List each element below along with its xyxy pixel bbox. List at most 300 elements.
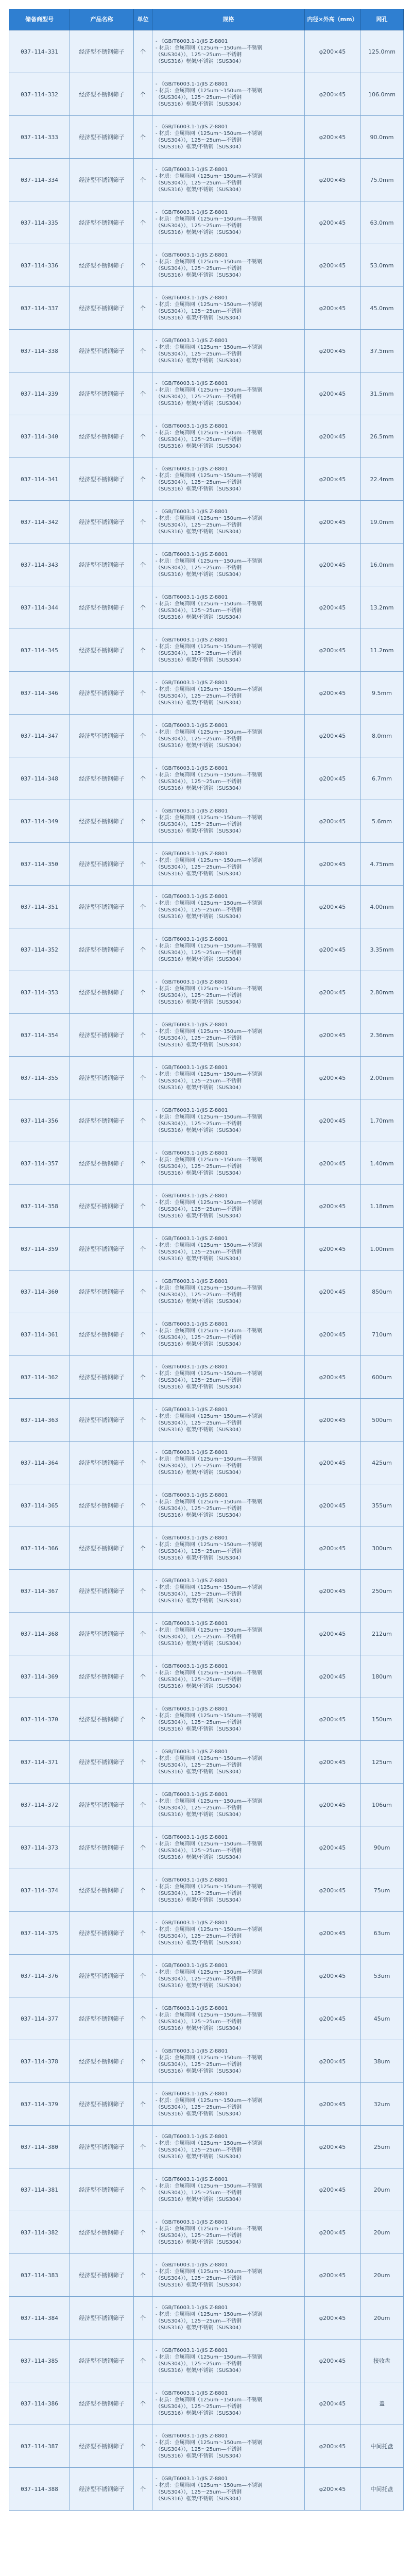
spec-line: - 《GB/T6003.1-1/JIS Z-8801 [156,1022,228,1028]
spec-line: - 材质：金属筛网（125um～150um—不锈钢 [156,345,263,350]
cell-spec [152,928,305,971]
cell-product-name: 经济型不锈钢筛子 [70,1484,134,1527]
cell-size: φ200×45 [305,1014,360,1057]
spec-line: - 材质：金属筛网（125um～150um—不锈钢 [156,1713,263,1719]
spec-line: （SUS316）框架/不锈钢（SUS304） [156,786,244,791]
table-row [9,1527,404,1570]
spec-line: （SUS316）框架/不锈钢（SUS304） [156,1812,244,1818]
spec-line: - 《GB/T6003.1-1/JIS Z-8801 [156,2391,228,2396]
cell-size: φ200×45 [305,2254,360,2297]
spec-line: （SUS304）），125～25um—不锈钢 [156,2233,242,2239]
spec-line: （SUS304）），125～25um—不锈钢 [156,2404,242,2410]
spec-line: - 《GB/T6003.1-1/JIS Z-8801 [156,1578,228,1584]
cell-model: 037-114-337 [9,287,70,330]
cell-mesh: 600um [360,1356,404,1399]
cell-model: 037-114-373 [9,1826,70,1869]
header-size: 内径×外高（mm） [305,9,360,30]
cell-product-name: 经济型不锈钢筛子 [70,116,134,159]
cell-product-name: 经济型不锈钢筛子 [70,1313,134,1356]
spec-line: - 材质：金属筛网（125um～150um—不锈钢 [156,1628,263,1633]
table-row [9,800,404,843]
cell-size: φ200×45 [305,1484,360,1527]
spec-line: （SUS316）框架/不锈钢（SUS304） [156,315,244,321]
cell-size: φ200×45 [305,30,360,73]
table-row [9,1826,404,1869]
spec-line: - 《GB/T6003.1-1/JIS Z-8801 [156,2262,228,2268]
spec-line: - 《GB/T6003.1-1/JIS Z-8801 [156,167,228,173]
cell-size: φ200×45 [305,330,360,372]
spec-line: （SUS304）），125～25um—不锈钢 [156,1805,242,1811]
spec-line: - 《GB/T6003.1-1/JIS Z-8801 [156,1321,228,1327]
cell-product-name: 经济型不锈钢筛子 [70,2211,134,2254]
cell-unit: 个 [134,1912,152,1955]
table-row [9,843,404,886]
table-row [9,1099,404,1142]
spec-line: （SUS304）），125～25um—不锈钢 [156,1677,242,1683]
cell-unit: 个 [134,2083,152,2126]
spec-line: （SUS316）框架/不锈钢（SUS304） [156,1213,244,1219]
spec-line: （SUS316）框架/不锈钢（SUS304） [156,2453,244,2459]
cell-spec [152,2340,305,2382]
cell-product-name: 经济型不锈钢筛子 [70,2126,134,2168]
cell-mesh: 425um [360,1442,404,1484]
cell-size: φ200×45 [305,1698,360,1741]
cell-unit: 个 [134,1955,152,1997]
cell-unit: 个 [134,1270,152,1313]
cell-unit: 个 [134,1826,152,1869]
spec-line: （SUS316）框架/不锈钢（SUS304） [156,444,244,449]
cell-spec [152,330,305,372]
spec-line: （SUS304）），125～25um—不锈钢 [156,2019,242,2025]
table-row [9,1955,404,1997]
cell-spec [152,1655,305,1698]
cell-model: 037-114-353 [9,971,70,1014]
cell-size: φ200×45 [305,1527,360,1570]
spec-line: - 材质：金属筛网（125um～150um—不锈钢 [156,644,263,650]
cell-spec [152,458,305,501]
table-row [9,244,404,287]
cell-product-name: 经济型不锈钢筛子 [70,2425,134,2468]
cell-spec [152,73,305,116]
cell-spec [152,1014,305,1057]
cell-unit: 个 [134,1442,152,1484]
cell-spec [152,1570,305,1613]
spec-line: - 《GB/T6003.1-1/JIS Z-8801 [156,2219,228,2225]
cell-model: 037-114-341 [9,458,70,501]
cell-model: 037-114-342 [9,501,70,544]
cell-unit: 个 [134,1014,152,1057]
spec-line: （SUS316）框架/不锈钢（SUS304） [156,871,244,877]
spec-line: - 《GB/T6003.1-1/JIS Z-8801 [156,723,228,728]
cell-spec [152,1613,305,1655]
spec-line: - 材质：金属筛网（125um～150um—不锈钢 [156,1756,263,1761]
cell-mesh: 8.0mm [360,715,404,757]
cell-spec [152,1270,305,1313]
cell-spec [152,2211,305,2254]
spec-line: - 《GB/T6003.1-1/JIS Z-8801 [156,124,228,130]
cell-model: 037-114-383 [9,2254,70,2297]
cell-model: 037-114-387 [9,2425,70,2468]
cell-model: 037-114-356 [9,1099,70,1142]
spec-line: - 材质：金属筛网（125um～150um—不锈钢 [156,2098,263,2104]
spec-line: （SUS316）框架/不锈钢（SUS304） [156,828,244,834]
spec-line: （SUS304）），125～25um—不锈钢 [156,351,242,357]
cell-model: 037-114-381 [9,2168,70,2211]
cell-size: φ200×45 [305,501,360,544]
spec-line: - 《GB/T6003.1-1/JIS Z-8801 [156,1407,228,1413]
cell-spec [152,544,305,586]
spec-line: （SUS316）框架/不锈钢（SUS304） [156,1128,244,1133]
spec-line: - 材质：金属筛网（125um～150um—不锈钢 [156,2397,263,2403]
table-row [9,2468,404,2511]
cell-product-name: 经济型不锈钢筛子 [70,458,134,501]
cell-mesh: 180um [360,1655,404,1698]
table-row [9,2254,404,2297]
spec-line: （SUS316）框架/不锈钢（SUS304） [156,187,244,193]
spec-line: （SUS304）），125～25um—不锈钢 [156,907,242,913]
spec-line: （SUS304）），125～25um—不锈钢 [156,138,242,143]
table-row [9,971,404,1014]
cell-unit: 个 [134,73,152,116]
spec-line: - 《GB/T6003.1-1/JIS Z-8801 [156,766,228,771]
spec-line: - 《GB/T6003.1-1/JIS Z-8801 [156,937,228,942]
cell-size: φ200×45 [305,544,360,586]
cell-spec [152,372,305,415]
cell-size: φ200×45 [305,415,360,458]
spec-line: （SUS304）），125～25um—不锈钢 [156,2489,242,2495]
spec-line: - 材质：金属筛网（125um～150um—不锈钢 [156,1371,263,1377]
table-row [9,2340,404,2382]
cell-product-name: 经济型不锈钢筛子 [70,1955,134,1997]
spec-line: （SUS304）），125～25um—不锈钢 [156,1976,242,1982]
cell-unit: 个 [134,672,152,715]
cell-spec [152,2382,305,2425]
cell-size: φ200×45 [305,1185,360,1228]
cell-mesh: 500um [360,1399,404,1442]
header-spec: 规格 [152,9,305,30]
spec-line: - 《GB/T6003.1-1/JIS Z-8801 [156,2348,228,2353]
table-row [9,2168,404,2211]
cell-mesh: 850um [360,1270,404,1313]
cell-unit: 个 [134,2382,152,2425]
spec-line: - 材质：金属筛网（125um～150um—不锈钢 [156,2483,263,2488]
table-row [9,1142,404,1185]
spec-line: - 材质：金属筛网（125um～150um—不锈钢 [156,901,263,906]
table-row [9,501,404,544]
cell-mesh: 150um [360,1698,404,1741]
cell-spec [152,2083,305,2126]
cell-spec [152,1057,305,1099]
table-row [9,159,404,201]
cell-size: φ200×45 [305,458,360,501]
spec-line: - 《GB/T6003.1-1/JIS Z-8801 [156,2091,228,2097]
cell-product-name: 经济型不锈钢筛子 [70,2340,134,2382]
cell-size: φ200×45 [305,757,360,800]
cell-unit: 个 [134,1655,152,1698]
cell-spec [152,886,305,928]
spec-line: - 《GB/T6003.1-1/JIS Z-8801 [156,1364,228,1370]
table-row [9,2425,404,2468]
cell-unit: 个 [134,971,152,1014]
spec-line: - 《GB/T6003.1-1/JIS Z-8801 [156,1150,228,1156]
spec-line: - 《GB/T6003.1-1/JIS Z-8801 [156,1450,228,1455]
cell-product-name: 经济型不锈钢筛子 [70,586,134,629]
cell-model: 037-114-368 [9,1613,70,1655]
spec-line: （SUS316）框架/不锈钢（SUS304） [156,1769,244,1775]
spec-line: （SUS316）框架/不锈钢（SUS304） [156,999,244,1005]
spec-line: - 《GB/T6003.1-1/JIS Z-8801 [156,381,228,386]
cell-mesh: 25um [360,2126,404,2168]
spec-line: （SUS316）框架/不锈钢（SUS304） [156,401,244,406]
spec-line: （SUS304）），125～25um—不锈钢 [156,2447,242,2452]
cell-model: 037-114-343 [9,544,70,586]
cell-unit: 个 [134,159,152,201]
spec-line: - 材质：金属筛网（125um～150um—不锈钢 [156,2312,263,2317]
spec-line: - 材质：金属筛网（125um～150um—不锈钢 [156,1285,263,1291]
cell-mesh: 106um [360,1784,404,1826]
cell-product-name: 经济型不锈钢筛子 [70,415,134,458]
cell-spec [152,1784,305,1826]
cell-mesh: 300um [360,1527,404,1570]
cell-size: φ200×45 [305,2083,360,2126]
cell-size: φ200×45 [305,2168,360,2211]
spec-line: - 《GB/T6003.1-1/JIS Z-8801 [156,1963,228,1969]
cell-size: φ200×45 [305,2040,360,2083]
cell-product-name: 经济型不锈钢筛子 [70,2382,134,2425]
cell-unit: 个 [134,1741,152,1784]
cell-unit: 个 [134,1399,152,1442]
cell-size: φ200×45 [305,2126,360,2168]
cell-product-name: 经济型不锈钢筛子 [70,2168,134,2211]
cell-mesh: 20um [360,2297,404,2340]
spec-line: - 材质：金属筛网（125um～150um—不锈钢 [156,1670,263,1676]
spec-line: （SUS304）），125～25um—不锈钢 [156,180,242,186]
spec-line: （SUS304）），125～25um—不锈钢 [156,52,242,58]
cell-size: φ200×45 [305,159,360,201]
cell-spec [152,1484,305,1527]
cell-unit: 个 [134,1057,152,1099]
cell-unit: 个 [134,1570,152,1613]
cell-spec [152,2254,305,2297]
spec-line: - 材质：金属筛网（125um～150um—不锈钢 [156,2269,263,2275]
spec-line: - 材质：金属筛网（125um～150um—不锈钢 [156,1542,263,1548]
spec-line: - 材质：金属筛网（125um～150um—不锈钢 [156,1970,263,1975]
table-row [9,586,404,629]
spec-line: （SUS304）），125～25um—不锈钢 [156,2062,242,2067]
cell-spec [152,1869,305,1912]
spec-line: （SUS316）框架/不锈钢（SUS304） [156,1256,244,1262]
cell-model: 037-114-371 [9,1741,70,1784]
cell-model: 037-114-347 [9,715,70,757]
cell-spec [152,30,305,73]
spec-line: （SUS304）），125～25um—不锈钢 [156,1420,242,1426]
table-row [9,1741,404,1784]
cell-size: φ200×45 [305,372,360,415]
spec-line: - 材质：金属筛网（125um～150um—不锈钢 [156,1585,263,1590]
spec-line: （SUS304）），125～25um—不锈钢 [156,1934,242,1939]
cell-mesh: 1.18mm [360,1185,404,1228]
cell-mesh: 37.5mm [360,330,404,372]
cell-spec [152,1313,305,1356]
spec-line: （SUS316）框架/不锈钢（SUS304） [156,2368,244,2374]
cell-product-name: 经济型不锈钢筛子 [70,1741,134,1784]
spec-line: - 材质：金属筛网（125um～150um—不锈钢 [156,1157,263,1163]
cell-mesh: 1.00mm [360,1228,404,1270]
cell-size: φ200×45 [305,1099,360,1142]
cell-size: φ200×45 [305,2468,360,2511]
cell-size: φ200×45 [305,715,360,757]
table-row [9,116,404,159]
spec-line: - 材质：金属筛网（125um～150um—不锈钢 [156,986,263,992]
spec-line: （SUS316）框架/不锈钢（SUS304） [156,1342,244,1347]
cell-model: 037-114-350 [9,843,70,886]
table-row [9,672,404,715]
spec-line: - 《GB/T6003.1-1/JIS Z-8801 [156,423,228,429]
cell-size: φ200×45 [305,1570,360,1613]
spec-line: - 材质：金属筛网（125um～150um—不锈钢 [156,1841,263,1847]
cell-model: 037-114-358 [9,1185,70,1228]
cell-mesh: 45.0mm [360,287,404,330]
table-row [9,1570,404,1613]
cell-product-name: 经济型不锈钢筛子 [70,1099,134,1142]
cell-spec [152,629,305,672]
cell-size: φ200×45 [305,1057,360,1099]
cell-product-name: 经济型不锈钢筛子 [70,928,134,971]
table-row [9,1912,404,1955]
cell-spec [152,1442,305,1484]
cell-unit: 个 [134,1228,152,1270]
cell-unit: 个 [134,1484,152,1527]
cell-size: φ200×45 [305,1826,360,1869]
cell-spec [152,2126,305,2168]
cell-mesh: 125.0mm [360,30,404,73]
spec-line: - 《GB/T6003.1-1/JIS Z-8801 [156,39,228,44]
spec-line: （SUS304）），125～25um—不锈钢 [156,2190,242,2196]
table-row [9,30,404,73]
cell-mesh: 3.35mm [360,928,404,971]
cell-product-name: 经济型不锈钢筛子 [70,244,134,287]
spec-line: - 材质：金属筛网（125um～150um—不锈钢 [156,558,263,564]
cell-mesh: 2.36mm [360,1014,404,1057]
spec-line: （SUS304）），125～25um—不锈钢 [156,2276,242,2281]
cell-size: φ200×45 [305,2297,360,2340]
header-model: 储备商型号 [9,9,70,30]
cell-mesh: 63um [360,1912,404,1955]
cell-size: φ200×45 [305,1912,360,1955]
cell-unit: 个 [134,2211,152,2254]
cell-mesh: 1.70mm [360,1099,404,1142]
table-row [9,1484,404,1527]
cell-unit: 个 [134,544,152,586]
spec-line: - 《GB/T6003.1-1/JIS Z-8801 [156,1920,228,1926]
spec-line: （SUS316）框架/不锈钢（SUS304） [156,1513,244,1518]
spec-line: （SUS304）），125～25um—不锈钢 [156,608,242,614]
table-row [9,1869,404,1912]
spec-line: （SUS316）框架/不锈钢（SUS304） [156,1684,244,1689]
cell-size: φ200×45 [305,586,360,629]
cell-mesh: 20um [360,2168,404,2211]
cell-mesh: 13.2mm [360,586,404,629]
spec-line: - 材质：金属筛网（125um～150um—不锈钢 [156,1200,263,1206]
table-row [9,1228,404,1270]
cell-model: 037-114-336 [9,244,70,287]
cell-unit: 个 [134,629,152,672]
cell-spec [152,244,305,287]
spec-line: - 材质：金属筛网（125um～150um—不锈钢 [156,2226,263,2232]
product-spec-table [9,9,404,2511]
spec-line: （SUS304）），125～25um—不锈钢 [156,565,242,571]
spec-line: （SUS304）），125～25um—不锈钢 [156,1078,242,1084]
cell-unit: 个 [134,1142,152,1185]
spec-line: - 《GB/T6003.1-1/JIS Z-8801 [156,1621,228,1626]
spec-line: （SUS304）），125～25um—不锈钢 [156,693,242,699]
spec-line: （SUS316）框架/不锈钢（SUS304） [156,2240,244,2245]
cell-model: 037-114-346 [9,672,70,715]
table-row [9,1784,404,1826]
table-row [9,1399,404,1442]
spec-line: （SUS304）），125～25um—不锈钢 [156,1634,242,1640]
spec-line: （SUS304）），125～25um—不锈钢 [156,2147,242,2153]
cell-mesh: 2.00mm [360,1057,404,1099]
cell-size: φ200×45 [305,886,360,928]
spec-line: （SUS316）框架/不锈钢（SUS304） [156,230,244,235]
spec-line: - 《GB/T6003.1-1/JIS Z-8801 [156,210,228,215]
cell-spec [152,843,305,886]
cell-product-name: 经济型不锈钢筛子 [70,2297,134,2340]
cell-model: 037-114-380 [9,2126,70,2168]
cell-size: φ200×45 [305,1313,360,1356]
spec-line: （SUS304）），125～25um—不锈钢 [156,1506,242,1512]
cell-product-name: 经济型不锈钢筛子 [70,971,134,1014]
spec-line: - 《GB/T6003.1-1/JIS Z-8801 [156,1835,228,1840]
spec-line: （SUS316）框架/不锈钢（SUS304） [156,358,244,364]
cell-spec [152,2297,305,2340]
cell-mesh: 45um [360,1997,404,2040]
spec-line: - 《GB/T6003.1-1/JIS Z-8801 [156,2048,228,2054]
cell-mesh: 53.0mm [360,244,404,287]
spec-line: （SUS316）框架/不锈钢（SUS304） [156,1855,244,1860]
cell-model: 037-114-345 [9,629,70,672]
cell-unit: 个 [134,715,152,757]
cell-size: φ200×45 [305,116,360,159]
cell-model: 037-114-334 [9,159,70,201]
table-row [9,886,404,928]
spec-line: （SUS316）框架/不锈钢（SUS304） [156,1042,244,1048]
cell-unit: 个 [134,1099,152,1142]
cell-model: 037-114-349 [9,800,70,843]
cell-spec [152,1912,305,1955]
cell-spec [152,1228,305,1270]
cell-product-name: 经济型不锈钢筛子 [70,886,134,928]
table-row [9,458,404,501]
cell-mesh: 9.5mm [360,672,404,715]
spec-line: （SUS304）），125～25um—不锈钢 [156,95,242,100]
cell-model: 037-114-384 [9,2297,70,2340]
cell-mesh: 中间托盘 [360,2468,404,2511]
cell-spec [152,1698,305,1741]
cell-size: φ200×45 [305,201,360,244]
spec-line: （SUS304）），125～25um—不锈钢 [156,1121,242,1127]
cell-mesh: 16.0mm [360,544,404,586]
spec-line: - 材质：金属筛网（125um～150um—不锈钢 [156,1072,263,1077]
table-row [9,1185,404,1228]
spec-line: - 《GB/T6003.1-1/JIS Z-8801 [156,2305,228,2311]
cell-mesh: 盖 [360,2382,404,2425]
cell-size: φ200×45 [305,2211,360,2254]
spec-line: - 《GB/T6003.1-1/JIS Z-8801 [156,1877,228,1883]
cell-product-name: 经济型不锈钢筛子 [70,1570,134,1613]
cell-product-name: 经济型不锈钢筛子 [70,30,134,73]
